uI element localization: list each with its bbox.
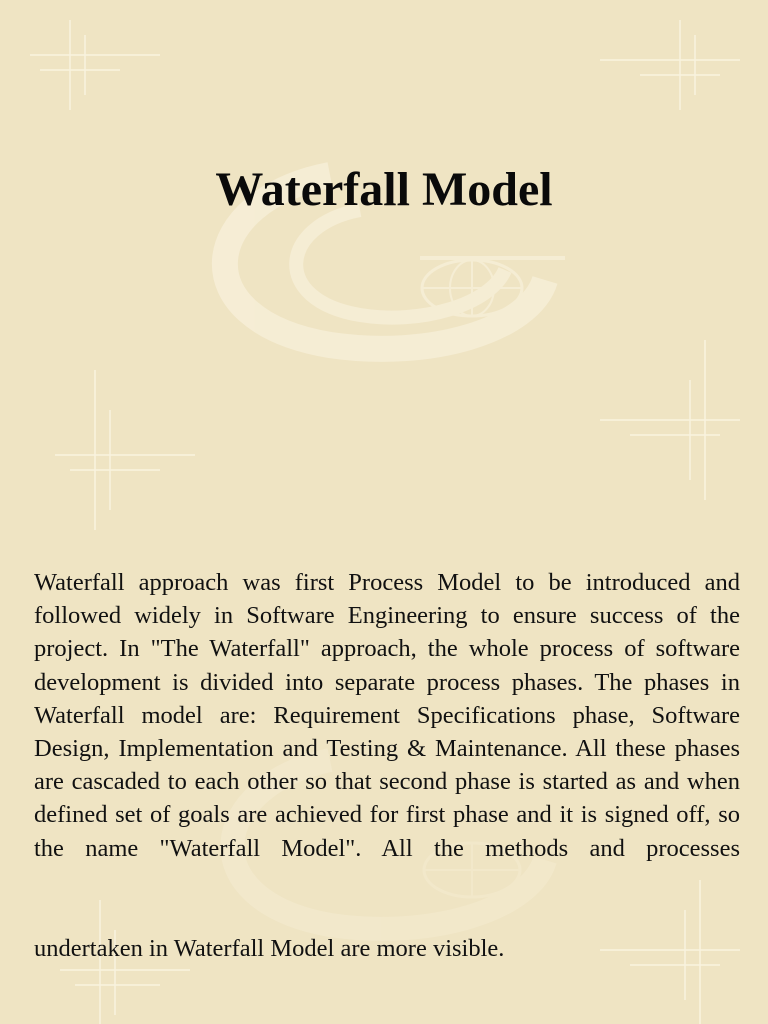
star-sparkle-icon xyxy=(600,20,740,110)
star-sparkle-icon xyxy=(55,370,195,530)
body-paragraph: Waterfall approach was first Process Model to be introduced and followed widely in Software Engineering to ensure success of the project. In "The Waterfall" approach, the whole process of software development is divided into separate process phases. The phases in Waterfall model are: Requirement Specifications phase, Software Design, Implementation and Testing & Maintenance. All these phases are cascaded to each other so that second phase is started as and when defined set of goals are achieved for first phase and it is signed off, so the name "Waterfall Model". All the methods and processes xyxy=(34,569,740,862)
star-sparkle-icon xyxy=(30,20,160,110)
star-sparkle-icon xyxy=(600,340,740,500)
body-paragraph-end: undertaken in Waterfall Model are more visible. xyxy=(34,935,505,962)
page-title: Waterfall Model xyxy=(215,163,553,216)
